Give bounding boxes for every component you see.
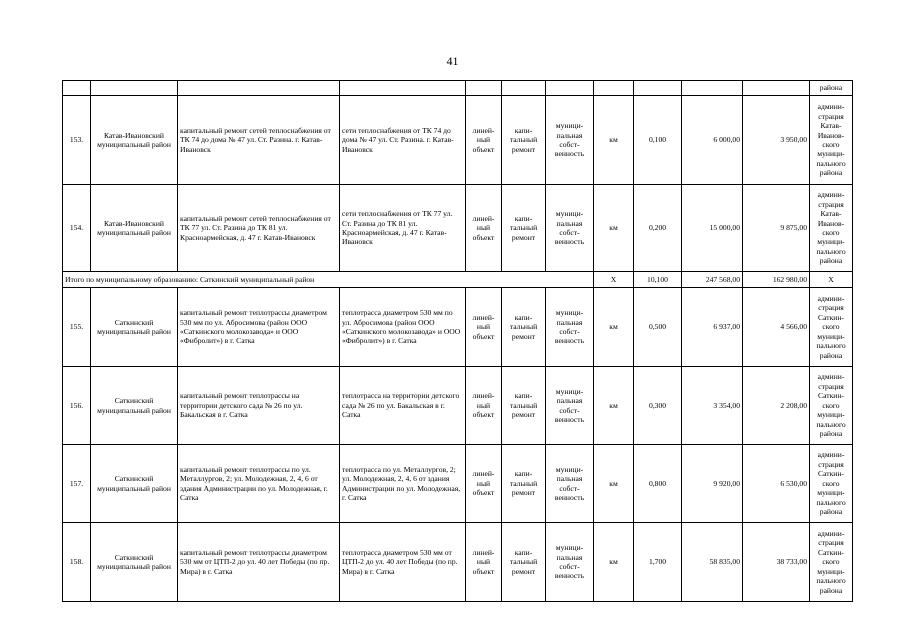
work-cell: капитальный ремонт теплотрассы диаметром 530 мм от ЦТП-2 до ул. 40 лет Победы (по пр. Мира) в г. Сатка [178, 523, 340, 602]
cost-budget-cell: 2 208,00 [743, 367, 810, 445]
cost-total-cell: 6 937,00 [682, 288, 743, 367]
work-type-cell: капи-тальный ремонт [502, 445, 546, 523]
work-type-cell: капи-тальный ремонт [502, 367, 546, 445]
owner-cell: админи-страция Катав-Иванов-ского муници-пального района [810, 96, 853, 185]
ownership-cell: муници-пальная собст-венность [546, 445, 594, 523]
quantity-cell: 0,800 [634, 445, 682, 523]
cost-budget-cell: 38 733,00 [743, 523, 810, 602]
table-row [63, 96, 853, 185]
work-cell: капитальный ремонт теплотрассы на территории детского сада № 26 по ул. Бакальская в г. Сатка [178, 367, 340, 445]
table-row [63, 288, 853, 367]
ownership-cell: муници-пальная собст-венность [546, 185, 594, 272]
object-cell: теплотрасса диаметром 530 мм от ЦТП-2 до ул. 40 лет Победы (по пр. Мира) в г. Сатка [340, 523, 466, 602]
cost-total-cell: 9 920,00 [682, 445, 743, 523]
work-type-cell: капи-тальный ремонт [502, 185, 546, 272]
owner-cell: админи-страция Саткин-ского муници-пального района [810, 367, 853, 445]
work-type-cell: капи-тальный ремонт [502, 288, 546, 367]
ownership-cell: муници-пальная собст-венность [546, 523, 594, 602]
owner-cell: X [810, 272, 853, 288]
district-cell: Саткинский муниципальный район [91, 523, 178, 602]
owner-cell: админи-страция Саткин-ского муници-пального района [810, 288, 853, 367]
total-label: Итого по муниципальному образованию: Саткинский муниципальный район [63, 272, 594, 288]
object-cell: теплотрасса на территории детского сада № 26 по ул. Бакальская в г. Сатка [340, 367, 466, 445]
owner-cell: админи-страция Саткин-ского муници-пального района [810, 445, 853, 523]
quantity-cell: 0,100 [634, 96, 682, 185]
cost-budget-cell: 162 980,00 [743, 272, 810, 288]
object-cell: сети теплоснабжения от ТК 74 до дома № 47 ул. Ст. Разина. г. Катав-Ивановск [340, 96, 466, 185]
table-row [63, 185, 853, 272]
registry-table [62, 80, 853, 602]
unit-cell: X [594, 272, 634, 288]
ownership-cell: муници-пальная собст-венность [546, 288, 594, 367]
object-type-cell: линей-ный объект [466, 185, 502, 272]
owner-cell: админи-страция Саткин-ского муници-пального района [810, 523, 853, 602]
cost-total-cell: 247 568,00 [682, 272, 743, 288]
object-type-cell: линей-ный объект [466, 523, 502, 602]
district-cell: Саткинский муниципальный район [91, 288, 178, 367]
object-type-cell: линей-ный объект [466, 96, 502, 185]
district-cell: Саткинский муниципальный район [91, 445, 178, 523]
work-type-cell: капи-тальный ремонт [502, 96, 546, 185]
object-cell: сети теплоснабжения от ТК 77 ул. Ст. Разина до ТК 81 ул. Красноармейская, д. 47 г. Катав-Ивановск [340, 185, 466, 272]
cost-budget-cell: 6 530,00 [743, 445, 810, 523]
quantity-cell: 0,300 [634, 367, 682, 445]
work-cell: капитальный ремонт сетей теплоснабжения от ТК 77 ул. Ст. Разина до ТК 81 ул. Красноармейская, д. 47 г. Катав-Ивановск [178, 185, 340, 272]
object-cell: теплотрасса диаметром 530 мм по ул. Абросимова (район ООО «Саткинского молокозавода» и ООО «Фибролит») в г. Сатка [340, 288, 466, 367]
row-number: 153. [63, 96, 91, 185]
cost-budget-cell: 3 950,00 [743, 96, 810, 185]
cost-total-cell: 15 000,00 [682, 185, 743, 272]
quantity-cell: 0,200 [634, 185, 682, 272]
row-number: 155. [63, 288, 91, 367]
district-cell: Катав-Ивановский муниципальный район [91, 96, 178, 185]
object-type-cell: линей-ный объект [466, 445, 502, 523]
row-number: 156. [63, 367, 91, 445]
row-number: 157. [63, 445, 91, 523]
unit-cell: км [594, 185, 634, 272]
work-type-cell: капи-тальный ремонт [502, 523, 546, 602]
page-number: 41 [446, 54, 459, 68]
owner-cell: админи-страция Катав-Иванов-ского муници-пального района [810, 185, 853, 272]
table-row [63, 367, 853, 445]
cost-total-cell: 6 000,00 [682, 96, 743, 185]
ownership-cell: муници-пальная собст-венность [546, 367, 594, 445]
cost-total-cell: 58 835,00 [682, 523, 743, 602]
row-number: 158. [63, 523, 91, 602]
quantity-cell: 1,700 [634, 523, 682, 602]
work-cell: капитальный ремонт теплотрассы диаметром 530 мм по ул. Абросимова (район ООО «Саткинского молокозавода» и ООО «Фибролит») в г. Сатка [178, 288, 340, 367]
district-cell: Катав-Ивановский муниципальный район [91, 185, 178, 272]
ownership-cell: муници-пальная собст-венность [546, 96, 594, 185]
total-row [63, 272, 853, 288]
owner-cell: района [810, 81, 853, 96]
carry-over-row [63, 81, 853, 96]
table-row [63, 523, 853, 602]
cost-budget-cell: 4 566,00 [743, 288, 810, 367]
object-type-cell: линей-ный объект [466, 367, 502, 445]
work-cell: капитальный ремонт теплотрассы по ул. Металлургов, 2; ул. Молодежная, 2, 4, 6 от здания Администрации по ул. Молодежная, г. Сатка [178, 445, 340, 523]
object-type-cell: линей-ный объект [466, 288, 502, 367]
unit-cell: км [594, 288, 634, 367]
unit-cell: км [594, 445, 634, 523]
work-cell: капитальный ремонт сетей теплоснабжения от ТК 74 до дома № 47 ул. Ст. Разина. г. Катав-Ивановск [178, 96, 340, 185]
table-row [63, 445, 853, 523]
unit-cell: км [594, 96, 634, 185]
cost-total-cell: 3 354,00 [682, 367, 743, 445]
row-number: 154. [63, 185, 91, 272]
quantity-cell: 10,100 [634, 272, 682, 288]
district-cell: Саткинский муниципальный район [91, 367, 178, 445]
object-cell: теплотрасса по ул. Металлургов, 2; ул. Молодежная, 2, 4, 6 от здания Администрации по ул. Молодежная, г. Сатка [340, 445, 466, 523]
cost-budget-cell: 9 875,00 [743, 185, 810, 272]
unit-cell: км [594, 523, 634, 602]
quantity-cell: 0,500 [634, 288, 682, 367]
unit-cell: км [594, 367, 634, 445]
